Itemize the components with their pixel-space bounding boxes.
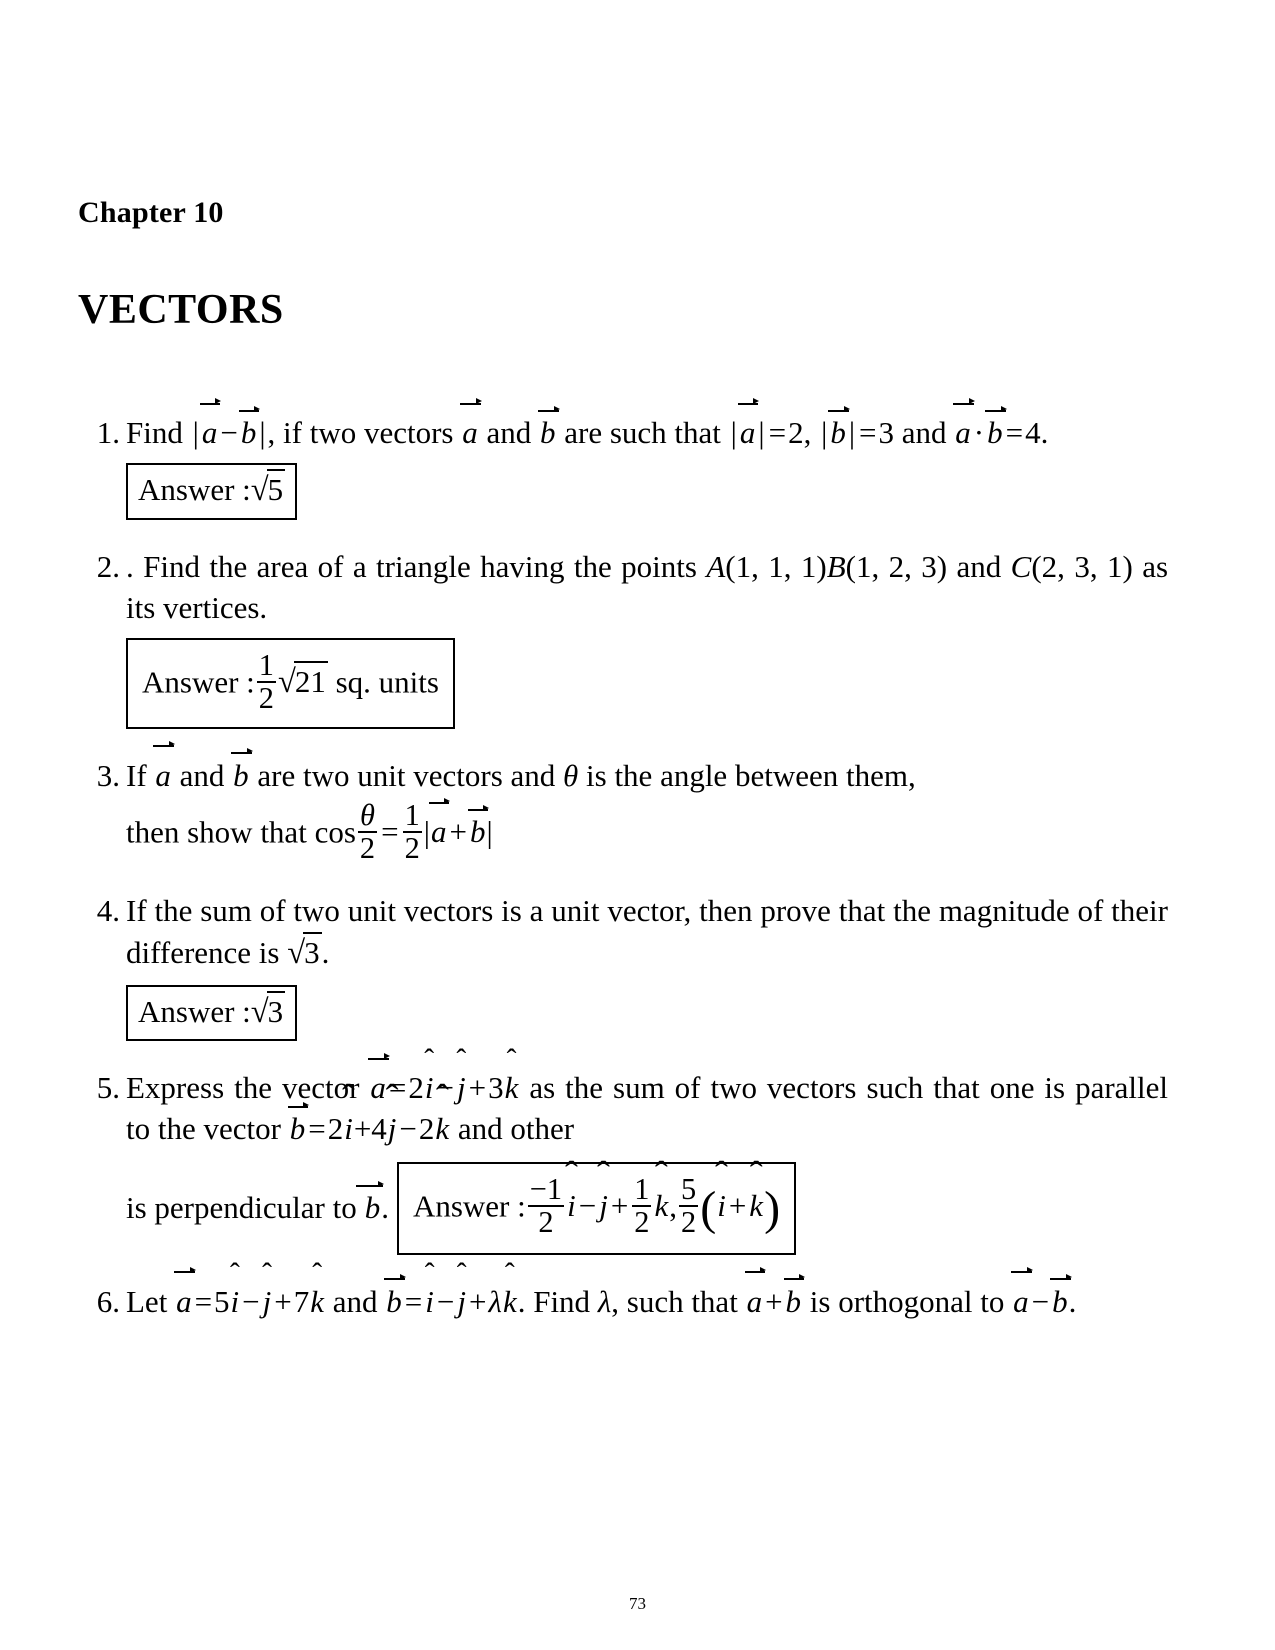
fraction-theta-over-2 [358, 797, 377, 866]
problem-item-5 [78, 1067, 1168, 1255]
problem-number: 1. [96, 415, 120, 450]
abs-bar: | [848, 415, 856, 450]
text-fragment: are such that [564, 415, 721, 450]
abs-bar: | [730, 415, 737, 450]
problem-item-2 [78, 546, 1168, 729]
problem-formula-line [126, 797, 1168, 866]
b-coefficient-j: 4 [371, 1111, 387, 1147]
problem-number: 5. [96, 1070, 120, 1106]
radical-sign: √ [250, 472, 269, 509]
text-fragment: If [126, 757, 147, 793]
abs-bar: | [192, 415, 199, 450]
text-fragment: , if two vectors [267, 415, 454, 450]
problem-5-last-line [126, 1162, 1168, 1255]
a-coefficient-i: 5 [214, 1283, 230, 1319]
answer-label: Answer : [138, 472, 251, 508]
minus-operator: − [399, 1111, 417, 1147]
vector-b: b [785, 1281, 803, 1322]
point-b-coords: (1, 2, 3) [845, 548, 948, 584]
stray-period: . [126, 548, 134, 584]
plus-operator: + [728, 1188, 747, 1224]
dot-operator: · [973, 415, 985, 450]
a-coefficient-k: 7 [293, 1283, 310, 1319]
unit-vector-i: i ˆ [343, 1108, 354, 1149]
text-fragment: and [332, 1283, 378, 1319]
answer-box-4 [126, 985, 297, 1041]
sqrt-expression [278, 661, 328, 703]
close-paren: ) [764, 1182, 781, 1236]
vector-a: a [954, 412, 972, 453]
unit-vector-j: j ˆ [598, 1186, 609, 1226]
unit-vector-k: k ˆ [504, 1067, 520, 1108]
point-a-coords: (1, 1, 1) [725, 548, 827, 584]
vector-b: b [469, 811, 487, 852]
answer-label: Answer : [412, 1188, 526, 1224]
coefficient-k: 3 [488, 1070, 504, 1106]
fraction-denominator: 2 [359, 831, 376, 866]
equals-operator: = [1005, 415, 1024, 450]
radical-sign: √ [277, 664, 296, 701]
radicand: 5 [267, 469, 286, 507]
unit-vector-j: j ˆ [387, 1108, 398, 1149]
unit-vector-j: j ˆ [456, 1067, 467, 1108]
point-a-label: A [706, 548, 726, 584]
answer-box-5 [397, 1162, 796, 1255]
unit-vector-k: k ˆ [434, 1108, 450, 1149]
problem-statement [126, 1067, 1168, 1149]
plus-operator: + [353, 1111, 372, 1147]
equals-operator: = [859, 415, 877, 450]
radicand: 3 [267, 991, 286, 1029]
text-fragment: such that one is parallel to the vector [126, 1070, 1169, 1147]
vector-b: b [1051, 1281, 1069, 1322]
fraction-numerator: θ [360, 797, 375, 832]
comma: , [669, 1188, 677, 1224]
minus-operator: − [220, 415, 238, 450]
text-fragment: Find [126, 415, 183, 450]
answer-box-2 [126, 638, 455, 729]
plus-operator: + [449, 814, 467, 850]
fraction-numerator: 1 [634, 1171, 650, 1206]
minus-operator: − [578, 1188, 597, 1224]
text-fragment: and [956, 548, 1002, 584]
coefficient-i: 2 [408, 1070, 424, 1106]
answer-label: Answer : [142, 664, 255, 700]
equals-operator: = [381, 814, 399, 850]
text-fragment: and [901, 415, 947, 450]
unit-vector-k: k ˆ [748, 1186, 764, 1226]
vector-a: a [154, 755, 172, 796]
vector-b: b [539, 412, 557, 453]
text-fragment: is the angle between them, [586, 757, 916, 793]
text-fragment: , such that [611, 1283, 738, 1319]
vector-b: b [385, 1281, 403, 1322]
chapter-label: Chapter 10 [78, 196, 224, 229]
value-dot-product: 4 [1025, 415, 1041, 450]
unit-vector-i: i ˆ [230, 1281, 241, 1322]
equals-operator: = [308, 1111, 326, 1147]
vector-b: b [240, 412, 258, 453]
fraction-five-halves [679, 1171, 698, 1239]
fraction-denominator: 2 [681, 1204, 697, 1239]
problem-statement [126, 890, 1168, 975]
problem-item-6 [78, 1281, 1168, 1322]
point-c-coords: (2, 3, 1) [1031, 548, 1133, 584]
unit-vector-k: k ˆ [309, 1281, 325, 1322]
minus-operator: − [436, 1070, 454, 1106]
fraction-numerator: 1 [404, 797, 420, 832]
text-fragment: and [486, 415, 532, 450]
problem-list [78, 412, 1168, 1322]
text-fragment: the magnitude of their difference is [126, 893, 1168, 970]
vector-a: a [369, 1067, 387, 1108]
page-title: VECTORS [78, 287, 284, 333]
answer-units: sq. units [335, 664, 439, 700]
abs-bar: | [423, 814, 430, 850]
unit-vector-i: i ˆ [566, 1186, 577, 1226]
page-number: 73 [629, 1594, 646, 1613]
minus-operator: − [436, 1283, 455, 1319]
radicand: 21 [294, 661, 328, 699]
radical-sign: √ [250, 993, 269, 1030]
fraction-one-half [403, 797, 422, 866]
fraction-numerator: 1 [258, 647, 274, 682]
value-b-magnitude: 3 [878, 415, 895, 450]
abs-bar: | [259, 415, 266, 450]
equals-operator: = [404, 1283, 423, 1319]
fraction-numerator: 5 [681, 1171, 697, 1206]
text-fragment: If the sum of two unit vectors is a unit vector, then prove that [126, 893, 886, 929]
vector-a: a [461, 412, 479, 453]
fraction-denominator: 2 [258, 681, 274, 716]
sqrt-expression [251, 991, 285, 1033]
text-fragment: and [179, 757, 225, 793]
fraction-minus-one-half [528, 1171, 564, 1239]
problem-number: 4. [96, 893, 120, 929]
problem-item-3 [78, 755, 1168, 865]
plus-operator: + [468, 1070, 487, 1106]
problem-statement [126, 1281, 1168, 1322]
theta-symbol: θ [563, 757, 579, 793]
text-fragment: Express the vector [126, 1070, 360, 1106]
vector-b: b [986, 412, 1004, 453]
problem-statement [126, 546, 1168, 628]
plus-operator: + [274, 1283, 292, 1319]
equals-operator: = [768, 415, 787, 450]
text-fragment: Find [533, 1283, 591, 1319]
minus-operator: − [1031, 1283, 1050, 1319]
unit-vector-j: j ˆ [456, 1281, 467, 1322]
plus-operator: + [765, 1283, 783, 1319]
point-b-label: B [826, 548, 846, 584]
b-coefficient-i: 2 [327, 1111, 344, 1147]
text-fragment: then show that [126, 814, 307, 850]
fraction-one-half [632, 1171, 651, 1239]
fraction-one-half [257, 647, 276, 716]
fraction-denominator: 2 [404, 831, 420, 866]
fraction-denominator: 2 [528, 1205, 564, 1238]
radicand: 3 [303, 932, 322, 970]
period: . [517, 1283, 526, 1319]
radical-sign: √ [287, 934, 306, 971]
vector-b: b [289, 1108, 307, 1149]
unit-vector-i: i ˆ [424, 1067, 435, 1108]
vector-b: b [829, 412, 847, 453]
minus-operator: − [242, 1283, 260, 1319]
cos-label: cos [314, 814, 356, 850]
text-fragment: are two unit vectors and [257, 757, 556, 793]
text-fragment: is orthogonal to [809, 1283, 1005, 1319]
problem-statement [126, 412, 1168, 453]
unit-vector-j: j ˆ [262, 1281, 273, 1322]
problem-number: 3. [96, 757, 120, 793]
value-a-magnitude: 2 [788, 415, 804, 450]
unit-vector-k: k ˆ [502, 1281, 518, 1322]
lambda-symbol: λ [597, 1283, 612, 1319]
unit-vector-i: i ˆ [424, 1281, 435, 1322]
problem-item-4 [78, 890, 1168, 1041]
problem-number: 2. [96, 548, 120, 584]
problem-item-1 [78, 412, 1168, 520]
vector-a: a [430, 811, 448, 852]
equals-operator: = [388, 1070, 407, 1106]
comma: , [803, 415, 812, 450]
equals-operator: = [194, 1283, 213, 1319]
b-coefficient-k: 2 [418, 1111, 435, 1147]
text-fragment: Find the area of a triangle having the points [143, 548, 697, 584]
problem-number: 6. [96, 1283, 120, 1319]
lambda-symbol: λ [488, 1283, 502, 1319]
vector-b: b [232, 755, 250, 796]
abs-bar: | [758, 415, 765, 450]
text-fragment: as its vertices. [126, 548, 1169, 625]
fraction-numerator: −1 [529, 1171, 563, 1206]
vector-b: b [357, 1187, 382, 1228]
abs-bar: | [821, 415, 828, 450]
sqrt-expression [287, 932, 321, 975]
period: . [381, 1190, 389, 1226]
period: . [1068, 1283, 1077, 1319]
fraction-denominator: 2 [634, 1204, 650, 1239]
vector-a: a [739, 412, 757, 453]
abs-bar: | [486, 814, 493, 850]
period: . [1040, 415, 1049, 450]
vector-a: a [1012, 1281, 1030, 1322]
vector-a: a [175, 1281, 193, 1322]
answer-label: Answer : [138, 993, 251, 1029]
open-paren: ( [700, 1182, 717, 1236]
plus-operator: + [610, 1188, 629, 1224]
vector-a: a [746, 1281, 764, 1322]
text-fragment: as the sum of two vectors [529, 1070, 857, 1106]
period: . [321, 934, 330, 970]
problem-statement [126, 755, 1168, 796]
page-content [78, 196, 1168, 1348]
point-c-label: C [1010, 548, 1032, 584]
unit-vector-k: k ˆ [653, 1186, 669, 1226]
vector-a: a [201, 412, 219, 453]
text-fragment: Let [126, 1283, 168, 1319]
plus-operator: + [469, 1283, 487, 1319]
answer-box-1 [126, 463, 297, 519]
unit-vector-i: i ˆ [716, 1186, 727, 1226]
text-fragment: is perpendicular to [126, 1190, 357, 1226]
text-fragment: and other [457, 1111, 575, 1147]
sqrt-expression [251, 469, 285, 511]
